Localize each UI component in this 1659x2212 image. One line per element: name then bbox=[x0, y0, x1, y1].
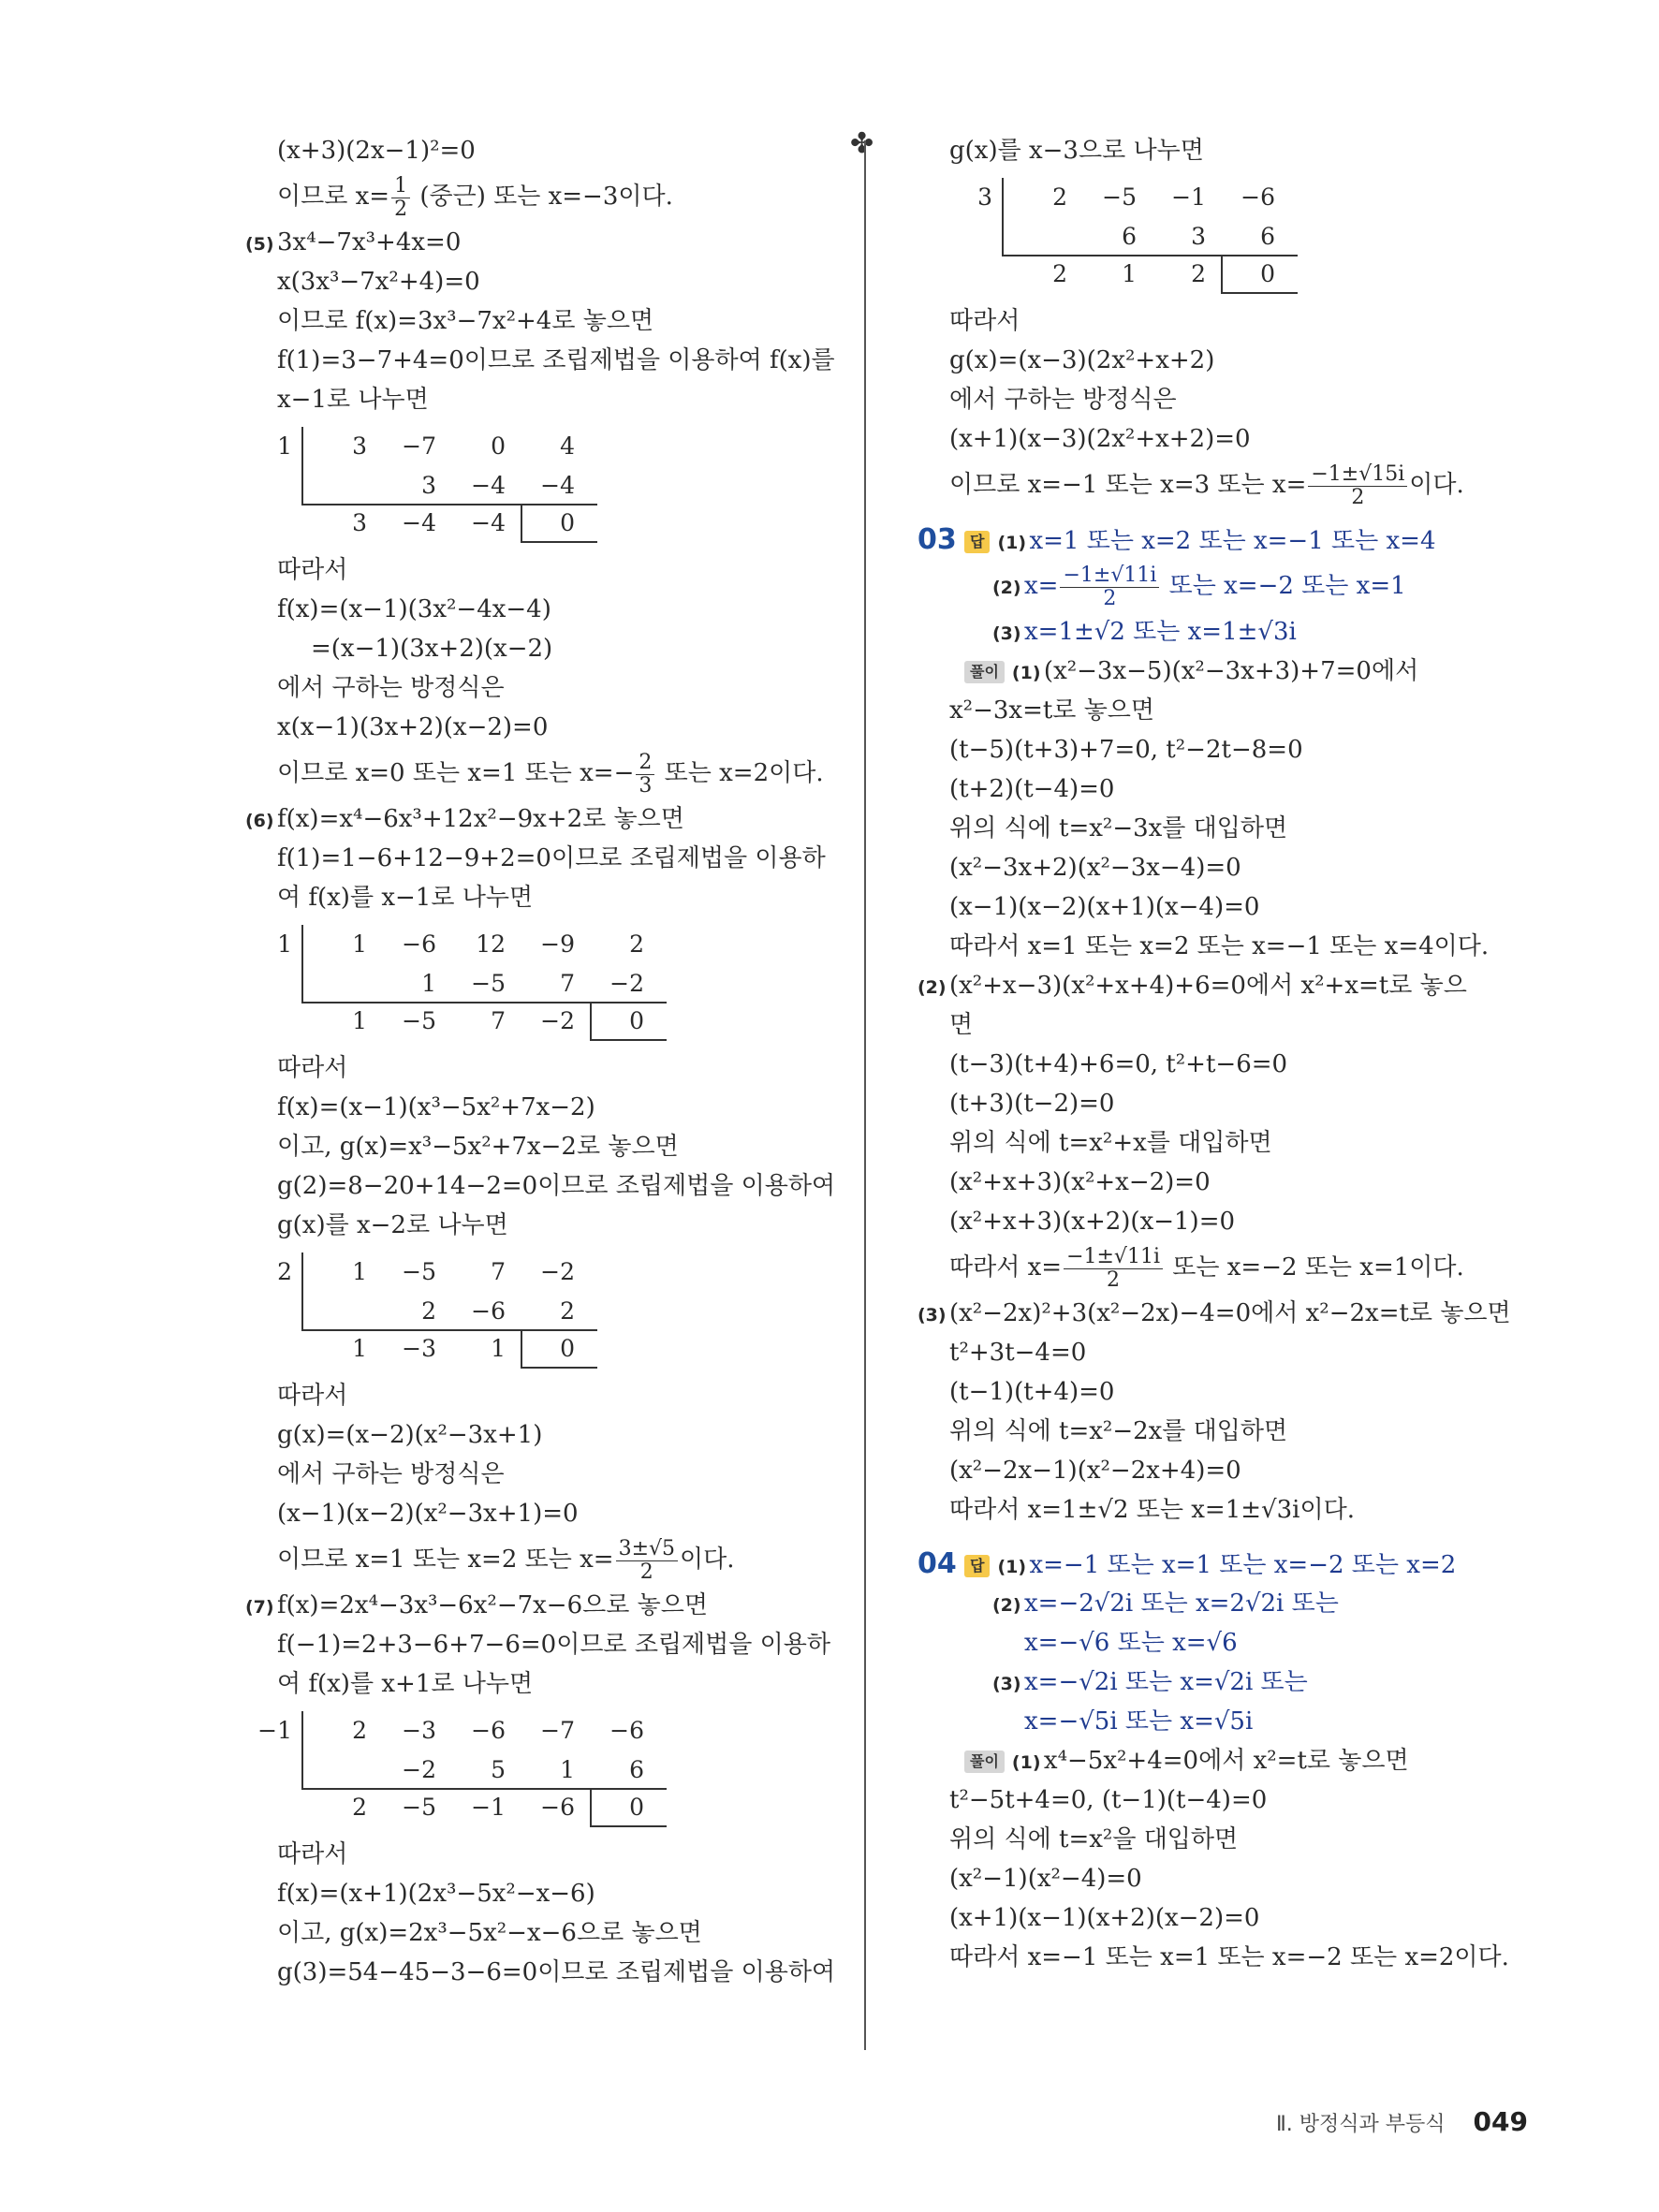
coefficient-cell: 1 bbox=[352, 1007, 367, 1034]
fleur-icon: ✤ bbox=[850, 127, 874, 160]
right-column bbox=[918, 131, 1554, 1977]
coefficient-cell: −5 bbox=[1102, 183, 1137, 211]
section-title: Ⅱ. 방정식과 부등식 bbox=[1275, 2113, 1446, 2136]
division-bar bbox=[301, 925, 303, 1002]
text-line: f(1)=1−6+12−9+2=0이므로 조립제법을 이용하 bbox=[277, 844, 826, 872]
coefficient-cell: 2 bbox=[629, 930, 644, 958]
coefficient-cell: −5 bbox=[402, 1258, 436, 1285]
text-line: (x+3)(2x−1)²=0 bbox=[277, 137, 476, 165]
text-line: x²−3x=t로 놓으면 bbox=[949, 696, 1155, 725]
text-line: (t−1)(t+4)=0 bbox=[949, 1378, 1115, 1406]
answer-badge: 답 bbox=[964, 1555, 990, 1577]
text-line: (t+3)(t−2)=0 bbox=[949, 1090, 1115, 1118]
synthetic-division bbox=[277, 427, 844, 543]
coefficient-cell: −6 bbox=[471, 1297, 506, 1325]
text-line: 따라서 x=−1 또는 x=1 또는 x=−2 또는 x=2이다. bbox=[949, 1943, 1509, 1971]
text-line: =(x−1)(3x+2)(x−2) bbox=[311, 635, 553, 663]
text-line: f(x)=(x−1)(x³−5x²+7x−2) bbox=[277, 1093, 595, 1121]
coefficient-cell: −6 bbox=[1241, 183, 1275, 211]
text-line: (x²+x+3)(x²+x−2)=0 bbox=[949, 1168, 1211, 1196]
coefficient-cell: −6 bbox=[609, 1717, 644, 1744]
coefficient-cell bbox=[311, 466, 367, 505]
text-line: 위의 식에 t=x²−2x를 대입하면 bbox=[949, 1417, 1288, 1445]
fraction: $\frac{-1\pm√11i}{2}$ bbox=[1060, 564, 1159, 608]
coefficient-cell: 2 bbox=[352, 1717, 367, 1744]
coefficient-cell bbox=[311, 964, 367, 1003]
question-number: 03 bbox=[918, 523, 957, 556]
text-line: g(x)를 x−3으로 나누면 bbox=[949, 137, 1204, 165]
coefficient-cell: 3 bbox=[352, 432, 367, 460]
text-line: x(x−1)(3x+2)(x−2)=0 bbox=[277, 713, 549, 741]
divisor-root: 2 bbox=[277, 1258, 292, 1285]
coefficient-cell: −9 bbox=[540, 930, 575, 958]
text-line: 따라서 x=1±√2 또는 x=1±√3i이다. bbox=[949, 1496, 1355, 1524]
text-line: (t+2)(t−4)=0 bbox=[949, 775, 1115, 803]
column-divider bbox=[864, 140, 866, 2050]
coefficient-cell: 3 bbox=[421, 472, 436, 499]
question-number: 04 bbox=[918, 1547, 957, 1580]
coefficient-cell: 3 bbox=[352, 509, 367, 536]
text-line: g(2)=8−20+14−2=0이므로 조립제법을 이용하여 bbox=[277, 1172, 836, 1200]
coefficient-cell: 1 bbox=[1122, 260, 1137, 287]
synthetic-division bbox=[977, 178, 1554, 294]
text-line: (t−5)(t+3)+7=0, t²−2t−8=0 bbox=[949, 736, 1303, 764]
text-line: f(−1)=2+3−6+7−6=0이므로 조립제법을 이용하 bbox=[277, 1631, 831, 1659]
answer-badge: 답 bbox=[964, 531, 990, 553]
page-footer bbox=[1276, 2106, 1528, 2137]
coefficient-cell: 1 bbox=[491, 1335, 506, 1362]
text-line: (x²−1)(x²−4)=0 bbox=[949, 1865, 1142, 1893]
solution-badge: 풀이 bbox=[964, 1751, 1005, 1773]
coefficient-cell: −2 bbox=[609, 970, 644, 997]
answer-line: (2) x= $\frac{-1\pm√11i}{2}$ 또는 x=−2 또는 x=1 bbox=[992, 564, 1406, 610]
coefficient-cell: 7 bbox=[491, 1007, 506, 1034]
text-line: 따라서 bbox=[277, 1840, 348, 1868]
coefficient-cell: −1 bbox=[1171, 183, 1206, 211]
divisor-root: −1 bbox=[257, 1717, 292, 1744]
text-line: 이므로 x=−1 또는 x=3 또는 x= $\frac{-1\pm√15i}{2}$ 이다. bbox=[949, 462, 1464, 509]
text-line: 이므로 x= $\frac{1}{2}$ (중근) 또는 x=−3이다. bbox=[277, 174, 673, 221]
coefficient-cell: 1 bbox=[352, 1335, 367, 1362]
text-line: (x²+x+3)(x+2)(x−1)=0 bbox=[949, 1208, 1236, 1236]
text-line: t²−5t+4=0, (t−1)(t−4)=0 bbox=[949, 1786, 1268, 1814]
coefficient-cell: −4 bbox=[471, 509, 506, 536]
coefficient-cell: 0 bbox=[629, 1794, 644, 1821]
coefficient-cell: 7 bbox=[560, 970, 575, 997]
coefficient-cell: 12 bbox=[476, 930, 506, 958]
problem-5-header: (5) 3x⁴−7x³+4x=0 bbox=[245, 228, 462, 256]
coefficient-cell: −6 bbox=[540, 1794, 575, 1821]
coefficient-cell: −6 bbox=[471, 1717, 506, 1744]
text-line: g(3)=54−45−3−6=0이므로 조립제법을 이용하여 bbox=[277, 1958, 836, 1986]
text-line: (x−1)(x−2)(x+1)(x−4)=0 bbox=[949, 893, 1260, 921]
division-bar bbox=[301, 1711, 303, 1788]
text-line: 위의 식에 t=x²−3x를 대입하면 bbox=[949, 814, 1288, 842]
text-line: 에서 구하는 방정식은 bbox=[277, 1460, 505, 1488]
fraction: $\frac{1}{2}$ bbox=[391, 175, 410, 219]
text-line: (x−1)(x−2)(x²−3x+1)=0 bbox=[277, 1500, 579, 1528]
answer-line: (3) x=1±√2 또는 x=1±√3i bbox=[992, 618, 1297, 646]
coefficient-cell: −3 bbox=[402, 1335, 436, 1362]
text-line: (x+1)(x−3)(2x²+x+2)=0 bbox=[949, 425, 1251, 453]
coefficient-cell: −5 bbox=[471, 970, 506, 997]
answer-line: x=−√5i 또는 x=√5i bbox=[1024, 1707, 1254, 1736]
coefficient-cell: −2 bbox=[540, 1258, 575, 1285]
coefficient-cell: 6 bbox=[629, 1756, 644, 1783]
text-line: f(1)=3−7+4=0이므로 조립제법을 이용하여 f(x)를 bbox=[277, 346, 835, 374]
text-line: 이고, g(x)=2x³−5x²−x−6으로 놓으면 bbox=[277, 1919, 702, 1947]
text-line: x(3x³−7x²+4)=0 bbox=[277, 268, 480, 296]
text-line: (x+1)(x−1)(x+2)(x−2)=0 bbox=[949, 1904, 1260, 1932]
coefficient-cell: −4 bbox=[402, 509, 436, 536]
text-line: t²+3t−4=0 bbox=[949, 1339, 1087, 1367]
coefficient-cell: −4 bbox=[471, 472, 506, 499]
synthetic-division bbox=[277, 925, 844, 1041]
division-bar bbox=[301, 427, 303, 504]
coefficient-cell: 0 bbox=[560, 1335, 575, 1362]
division-bar bbox=[1002, 178, 1004, 255]
divisor-root: 3 bbox=[977, 183, 992, 211]
coefficient-cell: 2 bbox=[560, 1297, 575, 1325]
coefficient-cell: −3 bbox=[402, 1717, 436, 1744]
coefficient-cell: −6 bbox=[402, 930, 436, 958]
text-line: g(x)=(x−3)(2x²+x+2) bbox=[949, 346, 1215, 374]
fraction: $\frac{-1\pm√15i}{2}$ bbox=[1308, 463, 1407, 507]
text-line: (x²−2x−1)(x²−2x+4)=0 bbox=[949, 1457, 1241, 1485]
text-line: 이므로 x=1 또는 x=2 또는 x= $\frac{3\pm√5}{2}$ 이다. bbox=[277, 1537, 735, 1584]
text-line: 따라서 bbox=[949, 307, 1020, 335]
coefficient-cell: 1 bbox=[352, 1258, 367, 1285]
synthetic-division bbox=[277, 1252, 844, 1369]
fraction: $\frac{3\pm√5}{2}$ bbox=[616, 1538, 678, 1582]
synthetic-division bbox=[257, 1711, 844, 1827]
text-line: f(x)=(x+1)(2x³−5x²−x−6) bbox=[277, 1880, 595, 1908]
text-line: f(x)=(x−1)(3x²−4x−4) bbox=[277, 595, 551, 623]
answer-line: (2) x=−2√2i 또는 x=2√2i 또는 bbox=[992, 1589, 1339, 1618]
coefficient-cell: 2 bbox=[352, 1794, 367, 1821]
divisor-root: 1 bbox=[277, 432, 292, 460]
text-line: (x²−3x+2)(x²−3x−4)=0 bbox=[949, 854, 1241, 882]
text-line: 따라서 bbox=[277, 1054, 348, 1082]
text-line: 위의 식에 t=x²+x를 대입하면 bbox=[949, 1129, 1272, 1157]
left-column bbox=[245, 131, 844, 1992]
coefficient-cell bbox=[1011, 217, 1067, 256]
coefficient-cell: −5 bbox=[402, 1007, 436, 1034]
text-line: 따라서 x= $\frac{-1\pm√11i}{2}$ 또는 x=−2 또는 x=1이다. bbox=[949, 1245, 1464, 1292]
coefficient-cell: 0 bbox=[491, 432, 506, 460]
text-line: x−1로 나누면 bbox=[277, 386, 429, 414]
question-3-answer: 03 답 (1) x=1 또는 x=2 또는 x=−1 또는 x=4 bbox=[918, 520, 1554, 560]
text-line: 이고, g(x)=x³−5x²+7x−2로 놓으면 bbox=[277, 1133, 679, 1161]
text-line: 면 bbox=[949, 1011, 974, 1039]
coefficient-cell: 0 bbox=[629, 1007, 644, 1034]
solution-1-header: 풀이 (1) (x²−3x−5)(x²−3x+3)+7=0에서 bbox=[918, 652, 1554, 691]
coefficient-cell: 0 bbox=[560, 509, 575, 536]
text-line: g(x)를 x−2로 나누면 bbox=[277, 1211, 508, 1239]
coefficient-cell: 4 bbox=[560, 432, 575, 460]
coefficient-cell: 5 bbox=[491, 1756, 506, 1783]
coefficient-cell bbox=[311, 1292, 367, 1331]
coefficient-cell: 1 bbox=[421, 970, 436, 997]
text-line: 따라서 bbox=[277, 1382, 348, 1410]
coefficient-cell: −4 bbox=[540, 472, 575, 499]
text-line: 따라서 bbox=[277, 556, 348, 584]
answer-line: (3) x=−√2i 또는 x=√2i 또는 bbox=[992, 1668, 1308, 1696]
coefficient-cell: −2 bbox=[540, 1007, 575, 1034]
text-line: 에서 구하는 방정식은 bbox=[949, 386, 1177, 414]
text-line: 위의 식에 t=x²을 대입하면 bbox=[949, 1825, 1239, 1853]
solution-2-header: (2) (x²+x−3)(x²+x+4)+6=0에서 x²+x=t로 놓으 bbox=[918, 972, 1467, 1000]
coefficient-cell bbox=[311, 1751, 367, 1790]
text-line: 여 f(x)를 x+1로 나누면 bbox=[277, 1670, 534, 1698]
coefficient-cell: −2 bbox=[402, 1756, 436, 1783]
text-line: 여 f(x)를 x−1로 나누면 bbox=[277, 884, 534, 912]
problem-6-header: (6) f(x)=x⁴−6x³+12x²−9x+2로 놓으면 bbox=[245, 805, 684, 833]
coefficient-cell: −7 bbox=[402, 432, 436, 460]
coefficient-cell: 2 bbox=[421, 1297, 436, 1325]
text-line: (t−3)(t+4)+6=0, t²+t−6=0 bbox=[949, 1050, 1288, 1078]
coefficient-cell: 6 bbox=[1122, 223, 1137, 250]
coefficient-cell: 6 bbox=[1260, 223, 1275, 250]
solution-4-header: 풀이 (1) x⁴−5x²+4=0에서 x²=t로 놓으면 bbox=[918, 1741, 1554, 1780]
text-line: 이므로 f(x)=3x³−7x²+4로 놓으면 bbox=[277, 307, 654, 335]
text-line: g(x)=(x−2)(x²−3x+1) bbox=[277, 1421, 543, 1449]
coefficient-cell: −7 bbox=[540, 1717, 575, 1744]
solution-badge: 풀이 bbox=[964, 661, 1005, 683]
coefficient-cell: 2 bbox=[1052, 183, 1067, 211]
coefficient-cell: 2 bbox=[1052, 260, 1067, 287]
coefficient-cell: 1 bbox=[352, 930, 367, 958]
page-number: 049 bbox=[1473, 2106, 1528, 2137]
solution-3-header: (3) (x²−2x)²+3(x²−2x)−4=0에서 x²−2x=t로 놓으면 bbox=[918, 1299, 1511, 1327]
problem-7-header: (7) f(x)=2x⁴−3x³−6x²−7x−6으로 놓으면 bbox=[245, 1591, 708, 1619]
divisor-root: 1 bbox=[277, 930, 292, 958]
coefficient-cell: 0 bbox=[1260, 260, 1275, 287]
question-4-answer: 04 답 (1) x=−1 또는 x=1 또는 x=−2 또는 x=2 bbox=[918, 1545, 1554, 1584]
coefficient-cell: 3 bbox=[1191, 223, 1206, 250]
coefficient-cell: 7 bbox=[491, 1258, 506, 1285]
fraction: $\frac{-1\pm√11i}{2}$ bbox=[1064, 1246, 1163, 1290]
coefficient-cell: −5 bbox=[402, 1794, 436, 1821]
coefficient-cell: −1 bbox=[471, 1794, 506, 1821]
text-line: 이므로 x=0 또는 x=1 또는 x=− $\frac{2}{3}$ 또는 x=2이다. bbox=[277, 751, 824, 798]
coefficient-cell: 1 bbox=[560, 1756, 575, 1783]
text-line: 따라서 x=1 또는 x=2 또는 x=−1 또는 x=4이다. bbox=[949, 932, 1490, 960]
text-line: 에서 구하는 방정식은 bbox=[277, 674, 505, 702]
fraction: $\frac{2}{3}$ bbox=[636, 752, 654, 796]
division-bar bbox=[301, 1252, 303, 1329]
answer-line: x=−√6 또는 x=√6 bbox=[1024, 1629, 1238, 1657]
coefficient-cell: 2 bbox=[1191, 260, 1206, 287]
